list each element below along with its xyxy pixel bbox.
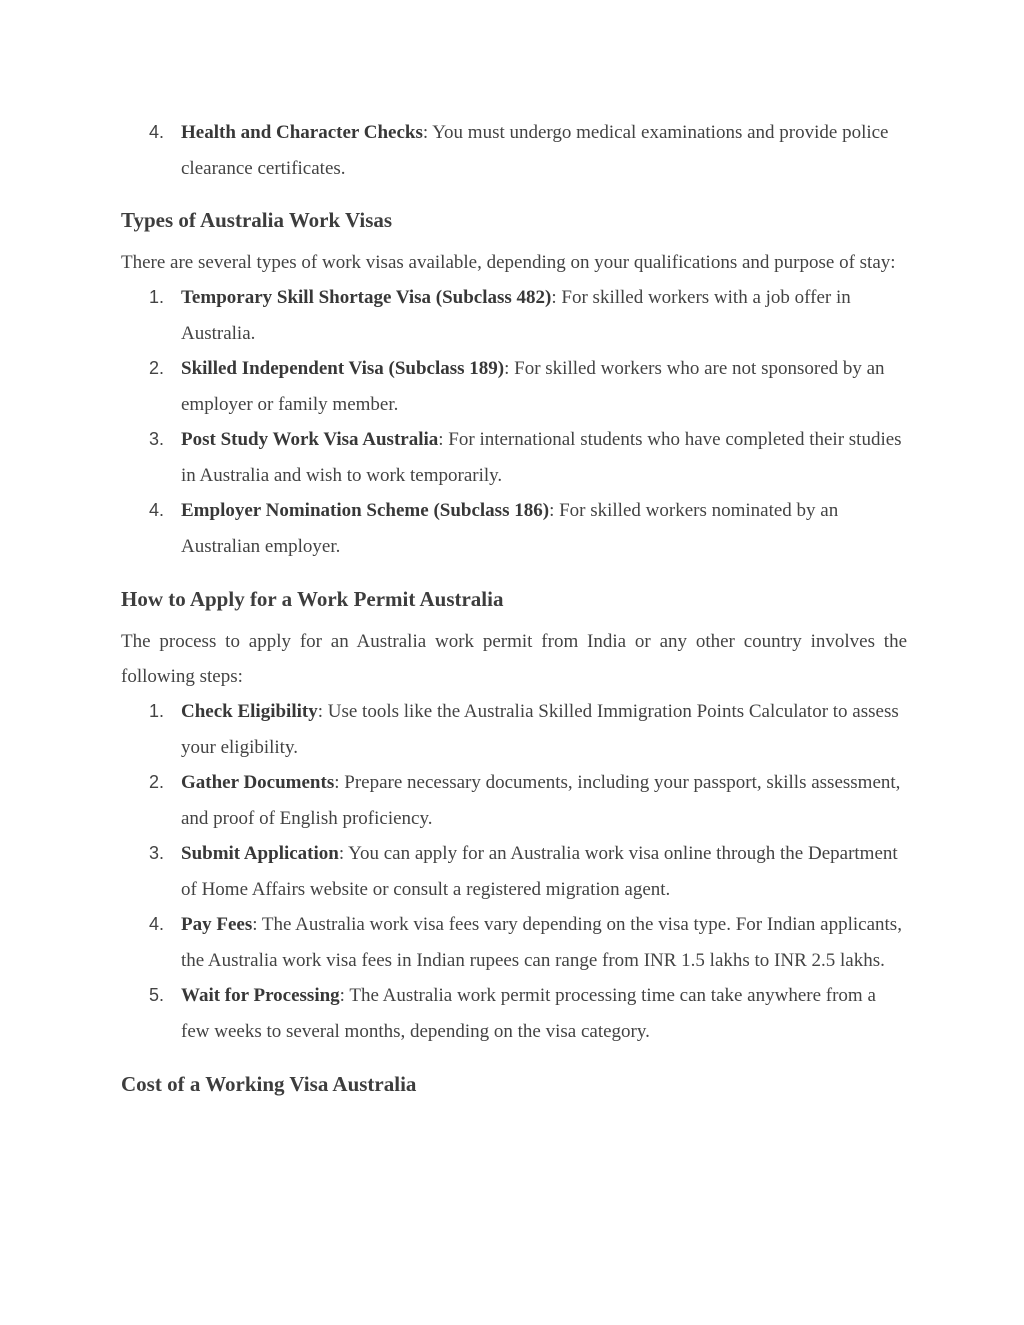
list-number: 3. bbox=[149, 429, 165, 449]
list-item bbox=[121, 351, 907, 422]
list-item bbox=[121, 765, 907, 836]
section-heading-types: Types of Australia Work Visas bbox=[121, 208, 393, 232]
list-item-text: : The Australia work permit processing time can take anywhere from a few weeks to several months, depending on the visa category. bbox=[181, 985, 876, 1042]
list-item-title: Pay Fees bbox=[181, 914, 253, 935]
list-item-title: Skilled Independent Visa (Subclass 189) bbox=[181, 358, 505, 379]
application-steps-list bbox=[121, 694, 907, 1049]
list-number: 3. bbox=[149, 843, 165, 863]
list-item-title: Submit Application bbox=[181, 843, 339, 864]
list-item bbox=[121, 907, 907, 978]
list-item-title: Check Eligibility bbox=[181, 701, 318, 722]
list-item bbox=[121, 280, 907, 351]
list-item-text: : You can apply for an Australia work visa online through the Department of Home Affairs website or consult a registered migration agent. bbox=[181, 843, 898, 900]
list-item-text: : For skilled workers nominated by an Australian employer. bbox=[181, 500, 839, 557]
list-number: 4. bbox=[149, 122, 165, 142]
section-heading-cost: Cost of a Working Visa Australia bbox=[121, 1072, 417, 1096]
list-number: 1. bbox=[149, 701, 165, 721]
list-item-text: : You must undergo medical examinations and provide police clearance certificates. bbox=[181, 122, 889, 179]
list-item-text: : For skilled workers with a job offer in Australia. bbox=[181, 287, 851, 344]
list-item bbox=[121, 836, 907, 907]
list-item-title: Wait for Processing bbox=[181, 985, 340, 1006]
list-item-text: : The Australia work visa fees vary depending on the visa type. For Indian applicants, the Australia work visa fees in Indian rupees can range from INR 1.5 lakhs to INR 2.5 lakhs. bbox=[181, 914, 902, 971]
section-intro-apply: The process to apply for an Australia work permit from India or any other country involves the following steps: bbox=[121, 631, 907, 687]
list-item-title: Temporary Skill Shortage Visa (Subclass 482) bbox=[181, 287, 552, 308]
list-number: 2. bbox=[149, 358, 165, 378]
list-item-title: Employer Nomination Scheme (Subclass 186) bbox=[181, 500, 550, 521]
list-item bbox=[121, 422, 907, 493]
requirements-list-continued bbox=[121, 115, 907, 186]
section-heading-apply: How to Apply for a Work Permit Australia bbox=[121, 587, 504, 611]
list-item-title: Post Study Work Visa Australia bbox=[181, 429, 439, 450]
list-item bbox=[121, 493, 907, 564]
section-intro-types: There are several types of work visas available, depending on your qualifications and purpose of stay: bbox=[121, 252, 896, 273]
list-number: 5. bbox=[149, 985, 165, 1005]
list-number: 2. bbox=[149, 772, 165, 792]
list-item-text: : For international students who have completed their studies in Australia and wish to work temporarily. bbox=[181, 429, 902, 486]
list-item bbox=[121, 694, 907, 765]
list-item-text: : Use tools like the Australia Skilled Immigration Points Calculator to assess your eligibility. bbox=[181, 701, 899, 758]
list-number: 4. bbox=[149, 500, 165, 520]
list-item bbox=[121, 978, 907, 1049]
document-page bbox=[121, 115, 907, 1099]
list-item-text: : Prepare necessary documents, including your passport, skills assessment, and proof of English proficiency. bbox=[181, 772, 901, 829]
list-number: 1. bbox=[149, 287, 165, 307]
list-item bbox=[121, 115, 907, 186]
list-item-title: Gather Documents bbox=[181, 772, 335, 793]
list-number: 4. bbox=[149, 914, 165, 934]
list-item-text: : For skilled workers who are not sponsored by an employer or family member. bbox=[181, 358, 885, 415]
visa-types-list bbox=[121, 280, 907, 564]
list-item-title: Health and Character Checks bbox=[181, 122, 423, 143]
